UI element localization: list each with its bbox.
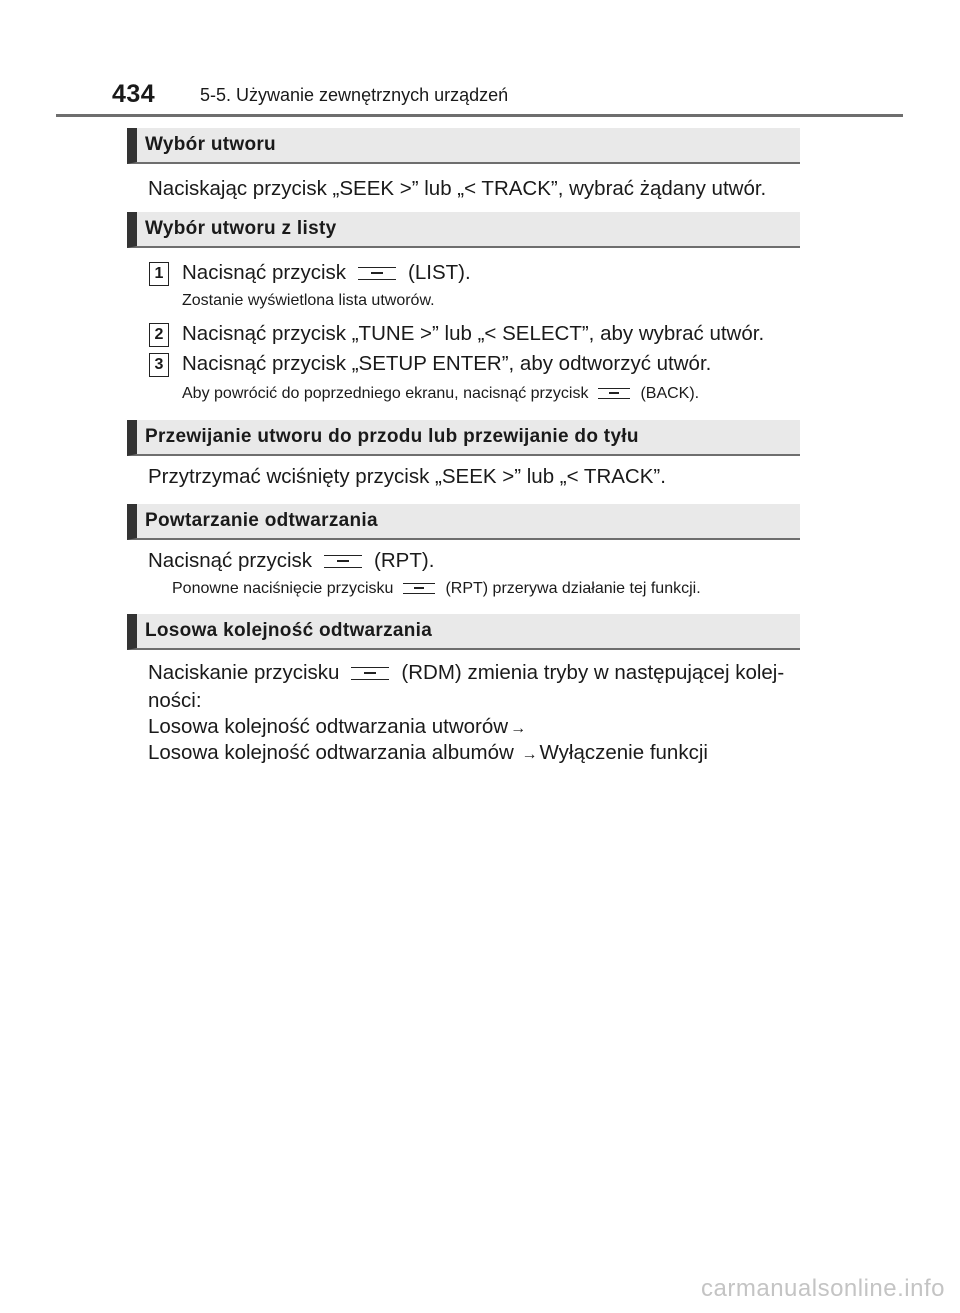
- step-1-text-b: (LIST).: [408, 261, 471, 284]
- heading-repeat: Powtarzanie odtwarzania: [127, 504, 800, 540]
- random-line-4-a: Losowa kolejność odtwarzania albumów: [148, 741, 514, 764]
- step-3-note-b: (BACK).: [640, 385, 700, 402]
- header-rule: [56, 114, 903, 117]
- random-line-1: [148, 661, 784, 685]
- step-3-note-a: Aby powrócić do poprzedniego ekranu, nacisnąć przycisk: [182, 385, 589, 402]
- random-line-4: [148, 741, 708, 765]
- step-1-badge: 1: [149, 262, 169, 286]
- heading-list-select: Wybór utworu z listy: [127, 212, 800, 248]
- step-2-badge: 2: [149, 323, 169, 347]
- repeat-text-a: Nacisnąć przycisk: [148, 549, 313, 572]
- fast-forward-text: Przytrzymać wciśnięty przycisk „SEEK >” lub „< TRACK”.: [148, 465, 666, 488]
- repeat-text-b: (RPT).: [374, 549, 435, 572]
- rpt-button-icon-small: [403, 583, 435, 594]
- heading-track-select: Wybór utworu: [127, 128, 800, 164]
- heading-random: Losowa kolejność odtwarzania: [127, 614, 800, 650]
- random-line-2: ności:: [148, 689, 202, 712]
- list-button-icon: [358, 267, 396, 280]
- random-line-1-a: Naciskanie przycisku: [148, 661, 340, 684]
- arrow-right-icon: →: [510, 720, 527, 737]
- step-3-note: [182, 385, 699, 403]
- random-line-1-b: (RDM) zmienia tryby w następującej kolej-: [401, 661, 785, 684]
- track-select-text: Naciskając przycisk „SEEK >” lub „< TRACK”, wybrać żądany utwór.: [148, 177, 767, 200]
- random-line-3: [148, 715, 528, 739]
- step-3-text: Nacisnąć przycisk „SETUP ENTER”, aby odtworzyć utwór.: [182, 352, 712, 375]
- step-3-badge: 3: [149, 353, 169, 377]
- section-label: 5-5. Używanie zewnętrznych urządzeń: [200, 85, 509, 105]
- back-button-icon: [598, 388, 630, 399]
- repeat-note-a: Ponowne naciśnięcie przycisku: [172, 580, 394, 597]
- arrow-right-icon: →: [521, 746, 538, 763]
- watermark: carmanualsonline.info: [701, 1275, 945, 1302]
- rdm-button-icon: [351, 667, 389, 680]
- step-1-text-a: Nacisnąć przycisk: [182, 261, 347, 284]
- rpt-button-icon: [324, 555, 362, 568]
- random-line-4-b: Wyłączenie funkcji: [539, 741, 708, 764]
- page-number: 434: [112, 80, 156, 108]
- repeat-note-b: (RPT) przerywa działanie tej funkcji.: [445, 580, 701, 597]
- step-2-text: Nacisnąć przycisk „TUNE >” lub „< SELECT”, aby wybrać utwór.: [182, 322, 765, 345]
- random-line-3-text: Losowa kolejność odtwarzania utworów: [148, 715, 509, 738]
- step-1-note: Zostanie wyświetlona lista utworów.: [182, 292, 435, 309]
- heading-fast-forward: Przewijanie utworu do przodu lub przewijanie do tyłu: [127, 420, 800, 456]
- step-1-text: [182, 261, 471, 285]
- repeat-note: [172, 580, 701, 598]
- repeat-text: [148, 549, 434, 573]
